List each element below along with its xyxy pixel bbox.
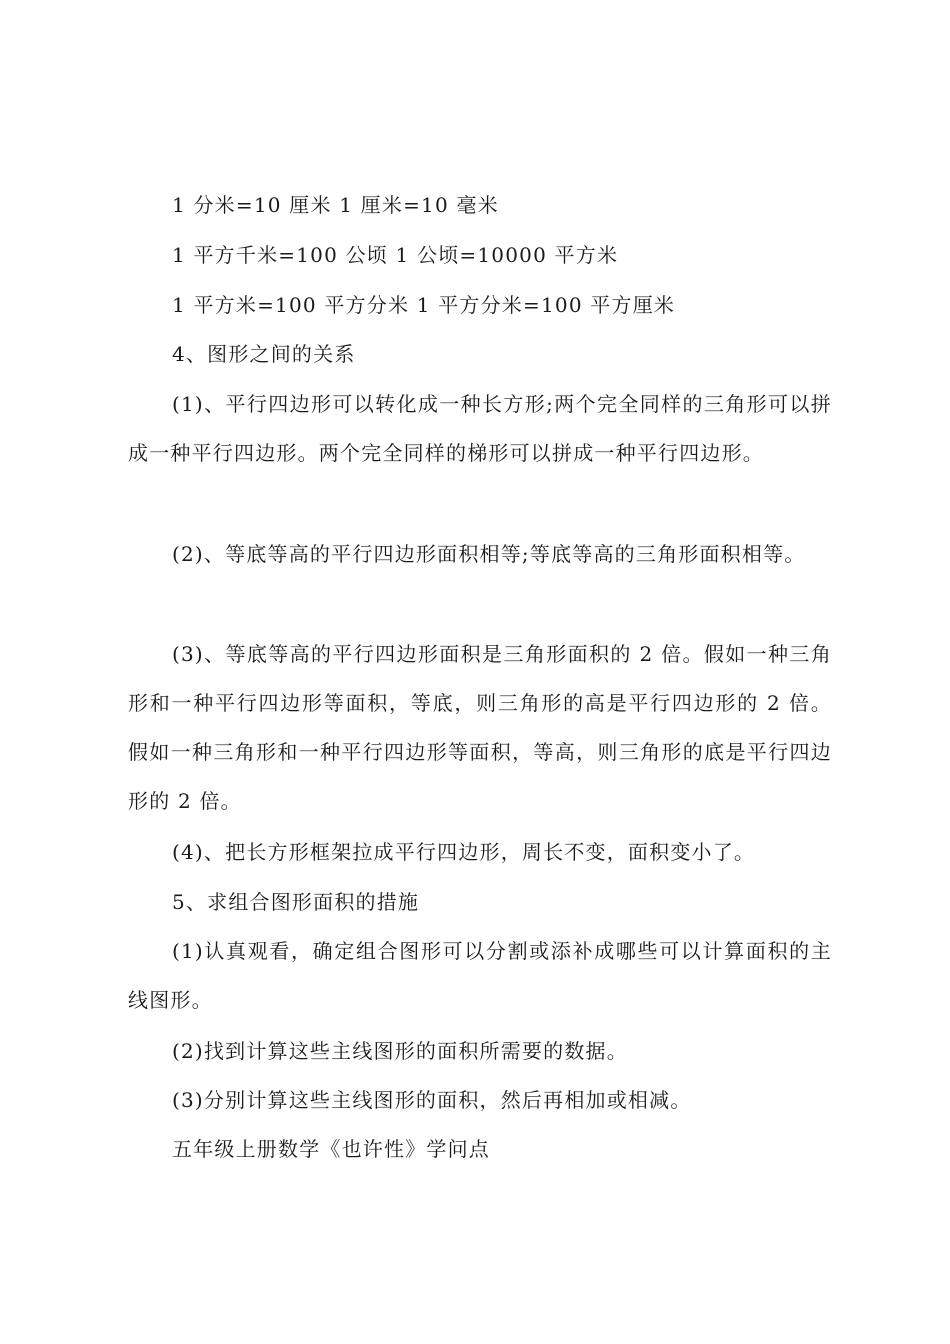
section-heading-4: 4、图形之间的关系 — [172, 342, 356, 366]
method-step-3: (3)分别计算这些主线图形的面积，然后再相加或相减。 — [172, 1088, 692, 1112]
method-step-1: (1)认真观看，确定组合图形可以分割或添补成哪些可以计算面积的主线图形。 — [128, 939, 832, 1012]
unit-conversion-area-km: 1 平方千米=100 公顷 1 公顷=10000 平方米 — [172, 243, 619, 267]
paragraph-item-3: (3)、等底等高的平行四边形面积是三角形面积的 2 倍。假如一种三角形和一种平行四边形等面积，等底，则三角形的高是平行四边形的 2 倍。假如一种三角形和一种平行四边形等面积，等高，则三角形的底是平行四边形的 2 倍。 — [128, 642, 832, 813]
paragraph-item-2: (2)、等底等高的平行四边形面积相等;等底等高的三角形面积相等。 — [172, 542, 806, 566]
section-heading-5: 5、求组合图形面积的措施 — [172, 890, 420, 914]
next-section-title: 五年级上册数学《也许性》学问点 — [172, 1137, 490, 1161]
unit-conversion-length: 1 分米=10 厘米 1 厘米=10 毫米 — [172, 193, 499, 217]
unit-conversion-area-m: 1 平方米=100 平方分米 1 平方分米=100 平方厘米 — [172, 293, 676, 317]
method-step-2: (2)找到计算这些主线图形的面积所需要的数据。 — [172, 1039, 628, 1063]
paragraph-item-1: (1)、平行四边形可以转化成一种长方形;两个完全同样的三角形可以拼成一种平行四边形。两个完全同样的梯形可以拼成一种平行四边形。 — [128, 392, 832, 465]
paragraph-item-4: (4)、把长方形框架拉成平行四边形，周长不变，面积变小了。 — [172, 840, 756, 864]
